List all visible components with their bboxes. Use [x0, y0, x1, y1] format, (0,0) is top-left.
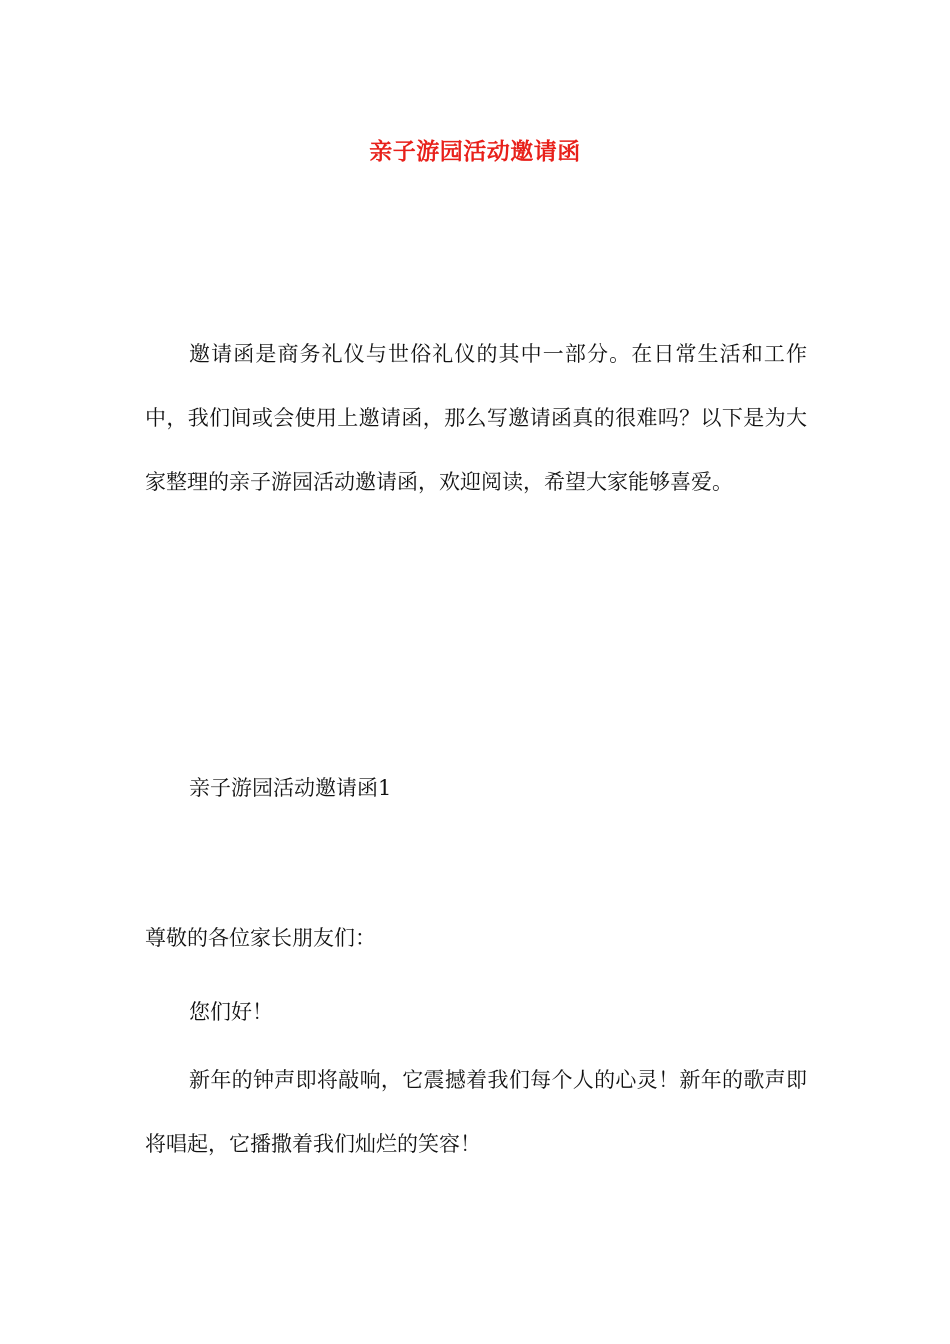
salutation: 尊敬的各位家长朋友们：	[145, 926, 376, 950]
section-subtitle: 亲子游园活动邀请函1	[189, 776, 392, 800]
document-title: 亲子游园活动邀请函	[369, 138, 581, 165]
intro-paragraph: 邀请函是商务礼仪与世俗礼仪的其中一部分。在日常生活和工作中，我们间或会使用上邀请函，那么写邀请函真的很难吗？以下是为大家整理的亲子游园活动邀请函，欢迎阅读，希望大家能够喜爱。	[145, 342, 807, 494]
greeting: 您们好！	[189, 1000, 273, 1024]
body-paragraph: 新年的钟声即将敲响，它震撼着我们每个人的心灵！新年的歌声即将唱起，它播撒着我们灿烂的笑容！	[145, 1068, 807, 1156]
